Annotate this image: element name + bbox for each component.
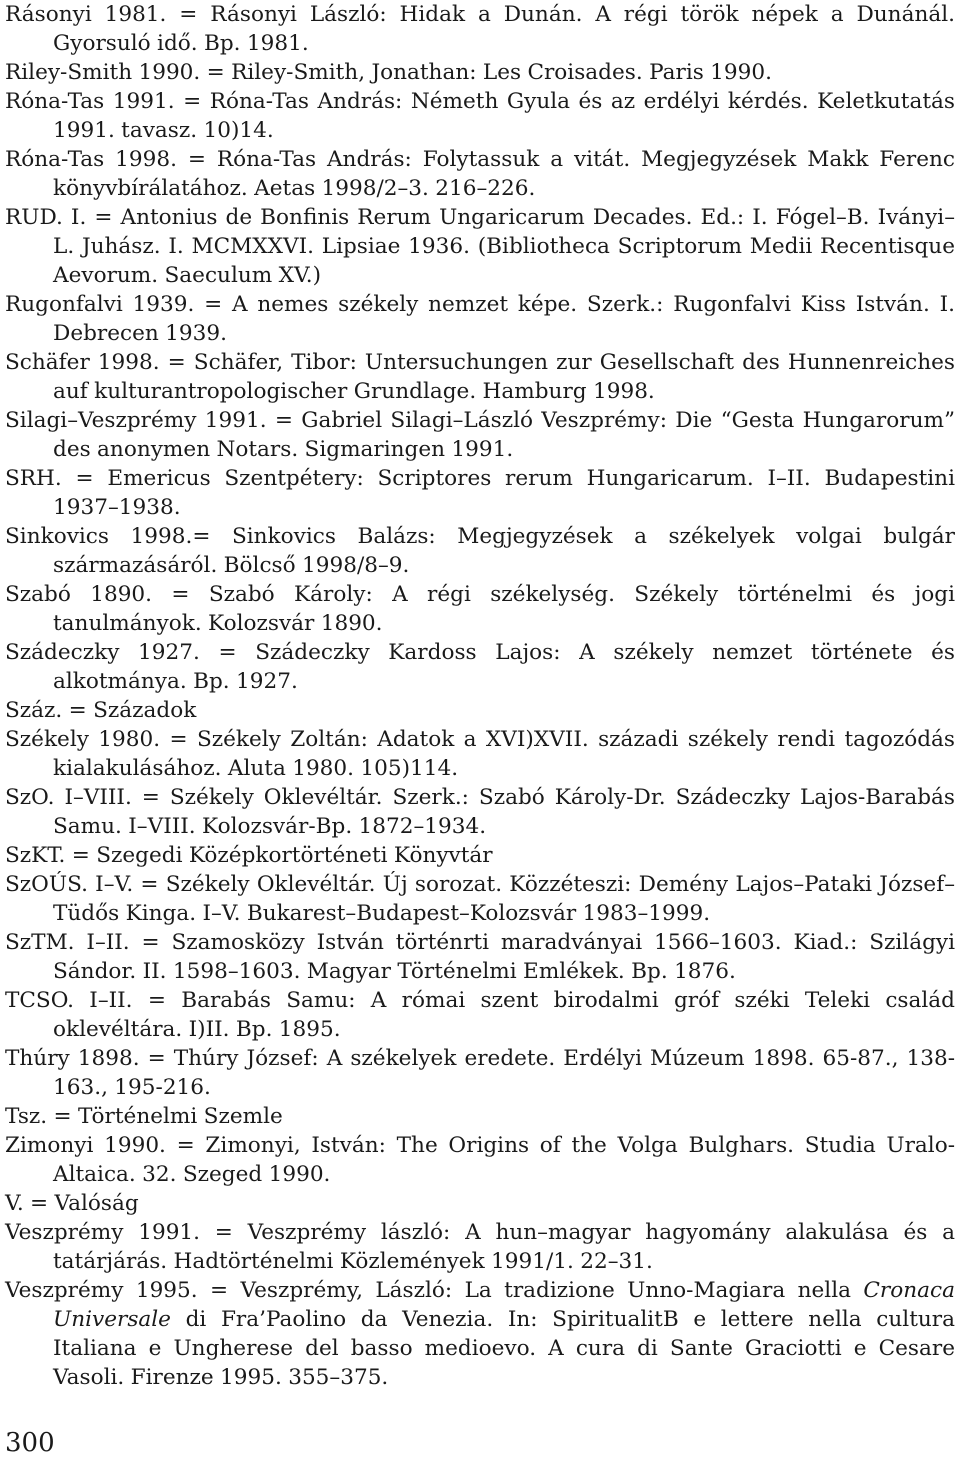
bibliography-entry: Schäfer 1998. = Schäfer, Tibor: Untersuchungen zur Gesellschaft des Hunnenreiches auf kulturantropologischer Grundlage. Hamburg 1998. [5,350,955,404]
bibliography-entry: SzKT. = Szegedi Középkortörténeti Könyvtár [5,843,493,868]
bibliography-entry: SRH. = Emericus Szentpétery: Scriptores rerum Hungaricarum. I–II. Budapestini 1937–1938. [5,466,955,520]
bibliography-entry: Tsz. = Történelmi Szemle [5,1104,283,1129]
bibliography-entry: Rugonfalvi 1939. = A nemes székely nemzet képe. Szerk.: Rugonfalvi Kiss István. I. Debrecen 1939. [5,292,955,346]
bibliography-entry: Veszprémy 1991. = Veszprémy lászló: A hun–magyar hagyomány alakulása és a tatárjárás. Hadtörténelmi Közlemények 1991/1. 22–31. [5,1220,955,1274]
bibliography-entry: TCSO. I–II. = Barabás Samu: A római szent birodalmi gróf széki Teleki család oklevéltára. I)II. Bp. 1895. [5,988,955,1042]
page-number: 300 [5,1428,55,1458]
bibliography-entry: Thúry 1898. = Thúry József: A székelyek eredete. Erdélyi Múzeum 1898. 65-87., 138-163., 195-216. [5,1046,955,1100]
bibliography-entry: Száz. = Századok [5,698,197,723]
bibliography-entry: Rásonyi 1981. = Rásonyi László: Hidak a Dunán. A régi török népek a Dunánál. Gyorsuló idő. Bp. 1981. [5,2,955,56]
bibliography-entry: Riley-Smith 1990. = Riley-Smith, Jonathan: Les Croisades. Paris 1990. [5,60,772,85]
bibliography-entry: SzOÚS. I–V. = Székely Oklevéltár. Új sorozat. Közzéteszi: Demény Lajos–Pataki József–Tüdős Kinga. I–V. Bukarest–Budapest–Kolozsvár 1983–1999. [5,872,955,926]
bibliography-entry: Székely 1980. = Székely Zoltán: Adatok a XVI)XVII. századi székely rendi tagozódás kialakulásához. Aluta 1980. 105)114. [5,727,955,781]
entry-text-part: Veszprémy 1995. = Veszprémy, László: La tradizione Unno-Magiara nella [5,1278,864,1303]
entry-text-part: di Fra’Paolino da Venezia. In: SpiritualitB e lettere nella cultura Italiana e Ungherese del basso medioevo. A cura di Sante Graciotti e Cesare Vasoli. Firenze 1995. 355–375. [53,1307,955,1390]
bibliography-entry: Szádeczky 1927. = Szádeczky Kardoss Lajos: A székely nemzet története és alkotmánya. Bp. 1927. [5,640,955,694]
bibliography-entry: V. = Valóság [5,1191,139,1216]
bibliography-entry: Sinkovics 1998.= Sinkovics Balázs: Megjegyzések a székelyek volgai bulgár származásáról. Bölcső 1998/8–9. [5,524,955,578]
bibliography-entry: RUD. I. = Antonius de Bonfinis Rerum Ungaricarum Decades. Ed.: I. Fógel–B. Iványi–L. Juhász. I. MCMXXVI. Lipsiae 1936. (Bibliotheca Scriptorum Medii Recentisque Aevorum. Saeculum XV.) [5,205,955,288]
bibliography-entry: SzO. I–VIII. = Székely Oklevéltár. Szerk.: Szabó Károly-Dr. Szádeczky Lajos-Barabás Samu. I–VIII. Kolozsvár-Bp. 1872–1934. [5,785,955,839]
bibliography-entry: Róna-Tas 1991. = Róna-Tas András: Németh Gyula és az erdélyi kérdés. Keletkutatás 1991. tavasz. 10)14. [5,89,955,143]
bibliography-entry-last [5,1276,955,1392]
bibliography-entry: Szabó 1890. = Szabó Károly: A régi székelység. Székely történelmi és jogi tanulmányok. Kolozsvár 1890. [5,582,955,636]
bibliography-entry: Róna-Tas 1998. = Róna-Tas András: Folytassuk a vitát. Megjegyzések Makk Ferenc könyvbírálatához. Aetas 1998/2–3. 216–226. [5,147,955,201]
bibliography-entry: SzTM. I–II. = Szamosközy István történrti maradványai 1566–1603. Kiad.: Szilágyi Sándor. II. 1598–1603. Magyar Történelmi Emlékek. Bp. 1876. [5,930,955,984]
bibliography-entry: Zimonyi 1990. = Zimonyi, István: The Origins of the Volga Bulghars. Studia Uralo-Altaica. 32. Szeged 1990. [5,1133,955,1187]
italic-title: Cronaca Universale [53,1278,955,1332]
bibliography-list [5,0,955,1392]
bibliography-entry: Silagi–Veszprémy 1991. = Gabriel Silagi–László Veszprémy: Die “Gesta Hungarorum” des anonymen Notars. Sigmaringen 1991. [5,408,955,462]
